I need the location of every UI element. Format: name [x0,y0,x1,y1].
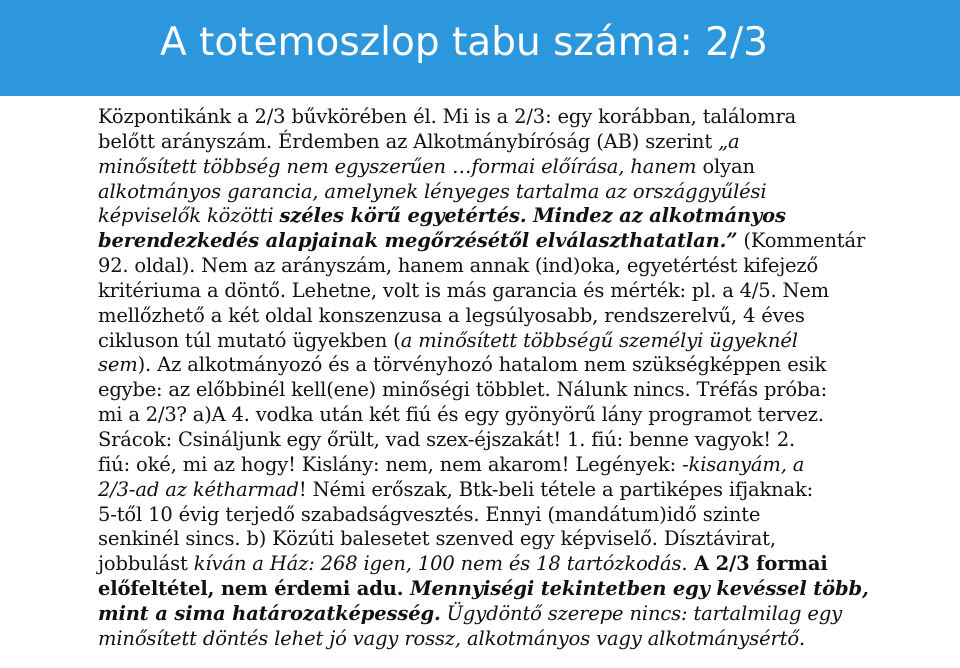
text-run: senkinél sincs. b) Közúti balesetet szenved egy képviselő. Dísztávirat, [98,527,776,551]
text-run: ). Az alkotmányozó és a törvényhozó hatalom nem szükségképpen esik [137,353,827,377]
text-run: 5-től 10 évig terjedő szabadságvesztés. Ennyi (mandátum)idő szinte [98,502,761,526]
text-run-bold: előfeltétel, nem érdemi adu. [98,577,404,601]
text-run-italic: sem [98,353,138,377]
text-line-22 [98,627,898,652]
text-line-21 [98,602,898,627]
text-line-16 [98,478,898,503]
text-line-6 [98,229,898,254]
text-line-2 [98,130,898,155]
text-run: belőtt arányszám. Érdemben az Alkotmánybíróság (AB) szerint [98,129,719,153]
text-run-italic: kisanyám, a [688,452,805,476]
title-bar [0,0,960,96]
text-line-11 [98,353,898,378]
text-run-bold-italic: széles körű egyetértés. Mindez az alkotmányos [279,204,786,228]
text-line-15 [98,453,898,478]
slide-title: A totemoszlop tabu száma: 2/3 [160,20,768,65]
text-run: (Kommentár [737,229,866,253]
text-run: ! Némi erőszak, Btk-beli tétele a partiképes ifjaknak: [298,477,814,501]
text-line-3 [98,155,898,180]
text-line-4 [98,180,898,205]
text-line-7 [98,254,898,279]
text-run: 92. oldal). Nem az arányszám, hanem annak (ind)oka, egyetértést kifejező [98,254,819,278]
text-line-8 [98,279,898,304]
text-run-italic: minősített döntés lehet jó vagy rossz, alkotmányos vagy alkotmánysértő. [98,626,806,650]
text-run-bold-italic: mint a sima határozatképesség. [98,601,441,625]
text-run-italic: „a [718,129,740,153]
text-run-bold-italic: berendezkedés alapjainak megőrzésétől elválaszthatatlan.” [98,229,738,253]
text-run-italic: alkotmányos garancia, amelynek lényeges tartalma az országgyűlési [98,179,767,203]
text-line-17 [98,503,898,528]
text-run-bold: A 2/3 formai [687,552,828,576]
text-run: mi a 2/3? a)A 4. vodka után két fiú és egy gyönyörű lány programot tervez. [98,403,824,427]
text-run: mellőzhető a két oldal konszenzusa a legsúlyosabb, rendszerelvű, 4 éves [98,303,805,327]
text-run: kritériuma a döntő. Lehetne, volt is más garancia és mérték: pl. a 4/5. Nem [98,278,829,302]
text-run: jobbulást [98,552,194,576]
text-run-italic: képviselők közötti [98,204,280,228]
text-run-italic: minősített többség nem egyszerűen …formai előírása, hanem [98,154,697,178]
slide-body [98,105,898,652]
text-line-12 [98,378,898,403]
text-line-19 [98,552,898,577]
text-line-14 [98,428,898,453]
text-run-italic: a minősített többségű személyi ügyeknél [400,328,798,352]
text-run: Központikánk a 2/3 bűvkörében él. Mi is a 2/3: egy korábban, találomra [98,105,797,128]
text-line-1 [98,105,898,130]
text-line-9 [98,304,898,329]
text-run-italic: kíván a Ház: 268 igen, 100 nem és 18 tartózkodás. [193,552,688,576]
text-run-italic: Ügydöntő szerepe nincs: tartalmilag egy [440,601,843,625]
text-line-10 [98,329,898,354]
text-line-20 [98,577,898,602]
text-line-13 [98,403,898,428]
text-run: cikluson túl mutató ügyekben ( [98,328,401,352]
text-run-bold-italic: Mennyiségi tekintetben egy kevéssel több, [403,577,869,601]
text-run-italic: 2/3-ad az kétharmad [98,477,299,501]
text-line-5 [98,204,898,229]
text-line-18 [98,527,898,552]
text-run: olyan [696,154,755,178]
text-run: Srácok: Csináljunk egy őrült, vad szex-éjszakát! 1. fiú: benne vagyok! 2. [98,427,796,451]
text-run: fiú: oké, mi az hogy! Kislány: nem, nem akarom! Legények: - [98,452,689,476]
text-run: egybe: az előbbinél kell(ene) minőségi többlet. Nálunk nincs. Tréfás próba: [98,378,827,402]
